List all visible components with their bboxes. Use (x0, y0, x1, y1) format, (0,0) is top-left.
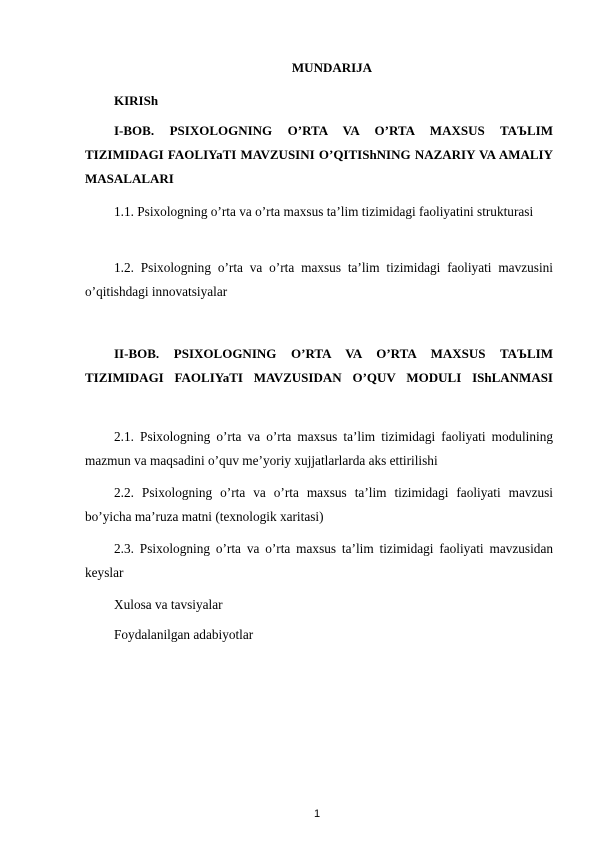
toc-entry-section-2-1: 2.1. Psixologning o’rta va o’rta maxsus ta’lim tizimidagi faoliyati modulining mazmun va maqsadini o’quv me’yoriy xujjatlarlarda aks ettirilishi (85, 429, 553, 468)
toc-entry-section-1-2: 1.2. Psixologning o’rta va o’rta maxsus ta’lim tizimidagi faoliyati mavzusini o’qitishdagi innovatsiyalar (85, 260, 553, 299)
toc-entry-chapter-1: I-BOB. PSIXOLOGNING O’RTA VA O’RTA MAXSUS TAЪLIM TIZIMIDAGI FAOLIYaTI MAVZUSINI O’QITIShNING NAZARIY VA AMALIY MASALALARI (85, 123, 553, 186)
page-number: 1 (313, 808, 321, 820)
toc-entry-section-1-1: 1.1. Psixologning o’rta va o’rta maxsus ta’lim tizimidagi faoliyatini strukturasi (114, 204, 534, 219)
toc-entry-section-2-2: 2.2. Psixologning o’rta va o’rta maxsus ta’lim tizimidagi faoliyati mavzusi bo’yicha ma’ruza matni (texnologik xaritasi) (85, 485, 553, 524)
page-title: MUNDARIJA (291, 60, 373, 75)
toc-entry-section-2-3: 2.3. Psixologning o’rta va o’rta maxsus ta’lim tizimidagi faoliyati mavzusidan keyslar (85, 541, 553, 580)
toc-entry-introduction: KIRISh (114, 93, 159, 108)
toc-entry-references: Foydalanilgan adabiyotlar (114, 627, 254, 642)
toc-entry-chapter-2: II-BOB. PSIXOLOGNING O’RTA VA O’RTA MAXSUS TAЪLIM TIZIMIDAGI FAOLIYaTI MAVZUSIDAN O’QUV MODULI IShLANMASI (85, 346, 553, 385)
toc-entry-conclusion: Xulosa va tavsiyalar (114, 597, 223, 612)
